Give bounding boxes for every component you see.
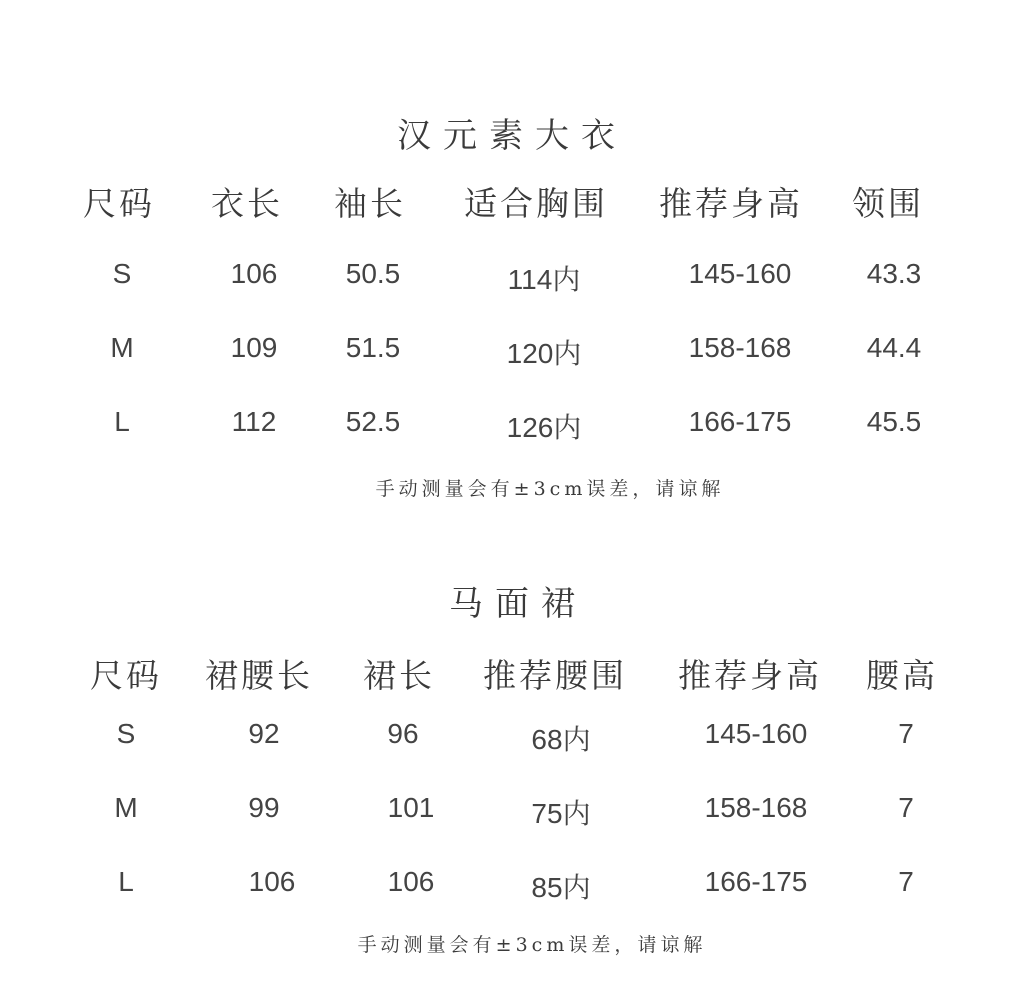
- table2-header-size: 尺码: [90, 656, 162, 695]
- table2-cell: 92: [248, 718, 280, 749]
- table2-cell: S: [116, 718, 136, 749]
- table2-header-skirt-length: 裙长: [363, 656, 435, 695]
- table1-cell: S: [112, 258, 132, 289]
- table1-cell: 114内: [507, 264, 581, 295]
- table2-cell: 75内: [531, 798, 591, 829]
- table2-cell: 7: [898, 792, 914, 823]
- table1-cell: 109: [230, 332, 278, 363]
- table2-header-waist: 推荐腰围: [483, 656, 627, 695]
- table1-cell: 52.5: [345, 406, 401, 437]
- table2-header-waist-length: 裙腰长: [205, 656, 313, 695]
- table2-cell: 99: [248, 792, 280, 823]
- table2-header-height: 推荐身高: [678, 656, 822, 695]
- table2-cell: 101: [387, 792, 435, 823]
- table1-cell: 145-160: [688, 258, 792, 289]
- table1-header-size: 尺码: [83, 184, 155, 223]
- table1-cell: 120内: [506, 338, 582, 369]
- table1-cell: 158-168: [688, 332, 792, 363]
- table2-header-waist-height: 腰高: [866, 656, 938, 695]
- table2-cell: 7: [898, 866, 914, 897]
- table1-cell: 51.5: [345, 332, 401, 363]
- table2-cell: 166-175: [704, 866, 808, 897]
- table1-header-height: 推荐身高: [659, 184, 803, 223]
- table1-cell: 112: [231, 406, 277, 437]
- table2-cell: 85内: [531, 872, 591, 903]
- table1-cell: 166-175: [688, 406, 792, 437]
- table2-cell: 7: [898, 718, 914, 749]
- table2-cell: L: [118, 866, 134, 897]
- table1-header-sleeve: 袖长: [334, 184, 406, 223]
- table2-cell: 145-160: [704, 718, 808, 749]
- table1-cell: L: [114, 406, 130, 437]
- table2-cell: 158-168: [704, 792, 808, 823]
- table2-cell: 68内: [531, 724, 591, 755]
- table1-header-length: 衣长: [211, 184, 283, 223]
- table2-measurement-note: 手动测量会有±3cm误差，请谅解: [357, 934, 707, 956]
- table2-cell: 106: [248, 866, 296, 897]
- table2-title: 马面裙: [449, 584, 587, 624]
- table1-cell: 126内: [506, 412, 582, 443]
- table2-cell: 96: [387, 718, 419, 749]
- table2-cell: M: [114, 792, 138, 823]
- table1-measurement-note: 手动测量会有±3cm误差，请谅解: [375, 478, 725, 500]
- table1-cell: 106: [230, 258, 278, 289]
- table1-cell: 50.5: [345, 258, 401, 289]
- table2-cell: 106: [387, 866, 435, 897]
- table1-cell: M: [110, 332, 134, 363]
- table1-cell: 43.3: [866, 258, 922, 289]
- table1-header-bust: 适合胸围: [464, 184, 608, 223]
- table1-cell: 44.4: [866, 332, 922, 363]
- table1-cell: 45.5: [866, 406, 922, 437]
- table1-title: 汉元素大衣: [397, 116, 627, 156]
- table1-header-collar: 领围: [852, 184, 924, 223]
